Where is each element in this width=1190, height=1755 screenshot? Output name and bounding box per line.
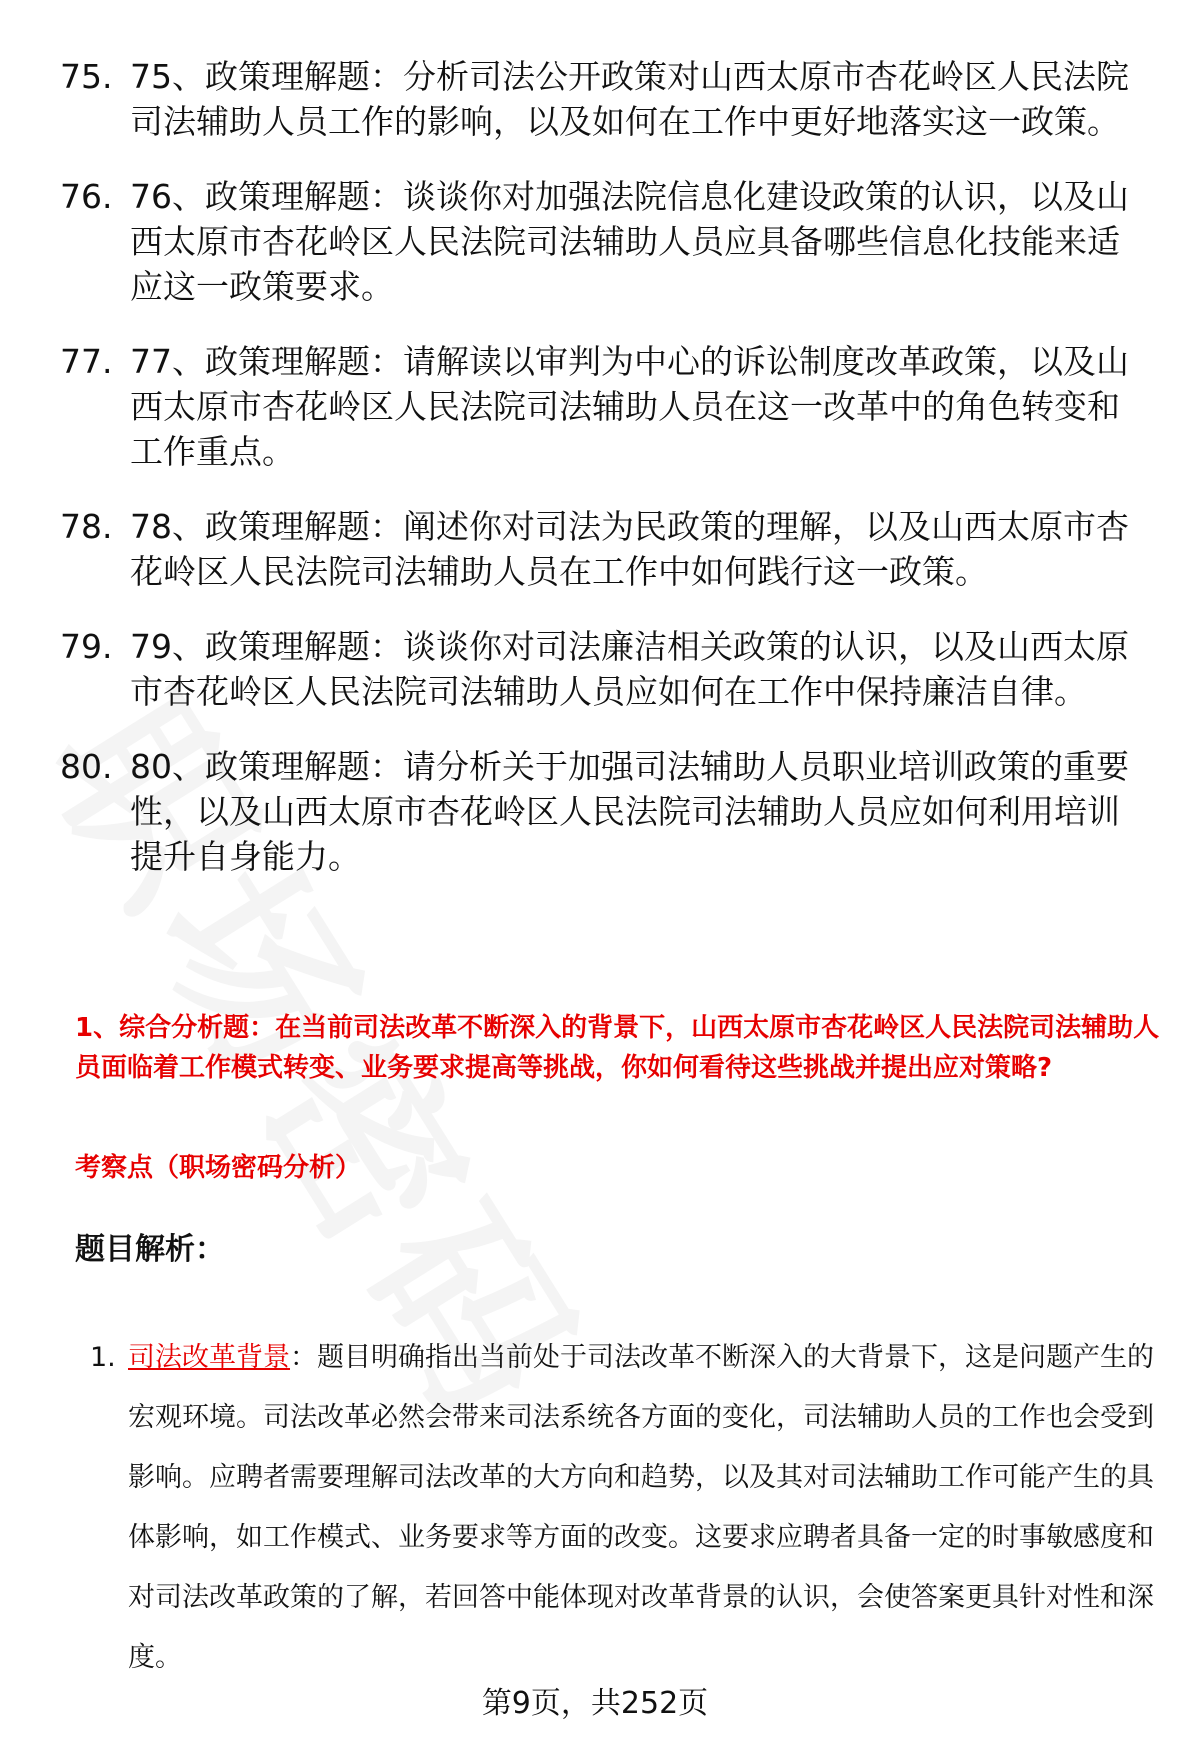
question-list bbox=[60, 54, 1150, 909]
question-number: 79. bbox=[60, 627, 113, 666]
question-number: 75. bbox=[60, 57, 113, 96]
question-text: 80、政策理解题：请分析关于加强司法辅助人员职业培训政策的重要性，以及山西太原市杏花岭区人民法院司法辅助人员应如何利用培训提升自身能力。 bbox=[130, 747, 1129, 876]
question-number: 80. bbox=[60, 747, 113, 786]
question-number: 78. bbox=[60, 507, 113, 546]
question-text: 75、政策理解题：分析司法公开政策对山西太原市杏花岭区人民法院司法辅助人员工作的影响，以及如何在工作中更好地落实这一政策。 bbox=[130, 57, 1129, 141]
question-number: 76. bbox=[60, 177, 113, 216]
question-text: 77、政策理解题：请解读以审判为中心的诉讼制度改革政策，以及山西太原市杏花岭区人民法院司法辅助人员在这一改革中的角色转变和工作重点。 bbox=[130, 342, 1129, 471]
question-text: 79、政策理解题：谈谈你对司法廉洁相关政策的认识，以及山西太原市杏花岭区人民法院司法辅助人员应如何在工作中保持廉洁自律。 bbox=[130, 627, 1129, 711]
question-text: 78、政策理解题：阐述你对司法为民政策的理解，以及山西太原市杏花岭区人民法院司法辅助人员在工作中如何践行这一政策。 bbox=[130, 507, 1129, 591]
analysis-separator: ： bbox=[290, 1342, 317, 1373]
page-footer: 第9页，共252页 bbox=[481, 1686, 709, 1721]
question-item bbox=[60, 54, 1150, 144]
analysis-list-item bbox=[90, 1328, 1160, 1688]
question-item bbox=[60, 339, 1150, 474]
analysis-paragraph bbox=[128, 1328, 1158, 1688]
exam-point-label: 考察点（职场密码分析） bbox=[75, 1153, 362, 1183]
question-item bbox=[60, 624, 1150, 714]
question-item bbox=[60, 174, 1150, 309]
analysis-keyword-link[interactable]: 司法改革背景 bbox=[128, 1342, 290, 1373]
question-text: 76、政策理解题：谈谈你对加强法院信息化建设政策的认识，以及山西太原市杏花岭区人民法院司法辅助人员应具备哪些信息化技能来适应这一政策要求。 bbox=[130, 177, 1129, 306]
question-item bbox=[60, 744, 1150, 879]
comprehensive-question-title: 1、综合分析题：在当前司法改革不断深入的背景下，山西太原市杏花岭区人民法院司法辅助人员面临着工作模式转变、业务要求提高等挑战，你如何看待这些挑战并提出应对策略? bbox=[75, 1013, 1160, 1083]
analysis-number: 1. bbox=[90, 1342, 116, 1373]
analysis-heading: 题目解析： bbox=[75, 1232, 225, 1267]
question-item bbox=[60, 504, 1150, 594]
question-number: 77. bbox=[60, 342, 113, 381]
analysis-text: 题目明确指出当前处于司法改革不断深入的大背景下，这是问题产生的宏观环境。司法改革必然会带来司法系统各方面的变化，司法辅助人员的工作也会受到影响。应聘者需要理解司法改革的大方向和趋势，以及其对司法辅助工作可能产生的具体影响，如工作模式、业务要求等方面的改变。这要求应聘者具备一定的时事敏感度和对司法改革政策的了解，若回答中能体现对改革背景的认识，会使答案更具针对性和深度。 bbox=[128, 1342, 1154, 1673]
